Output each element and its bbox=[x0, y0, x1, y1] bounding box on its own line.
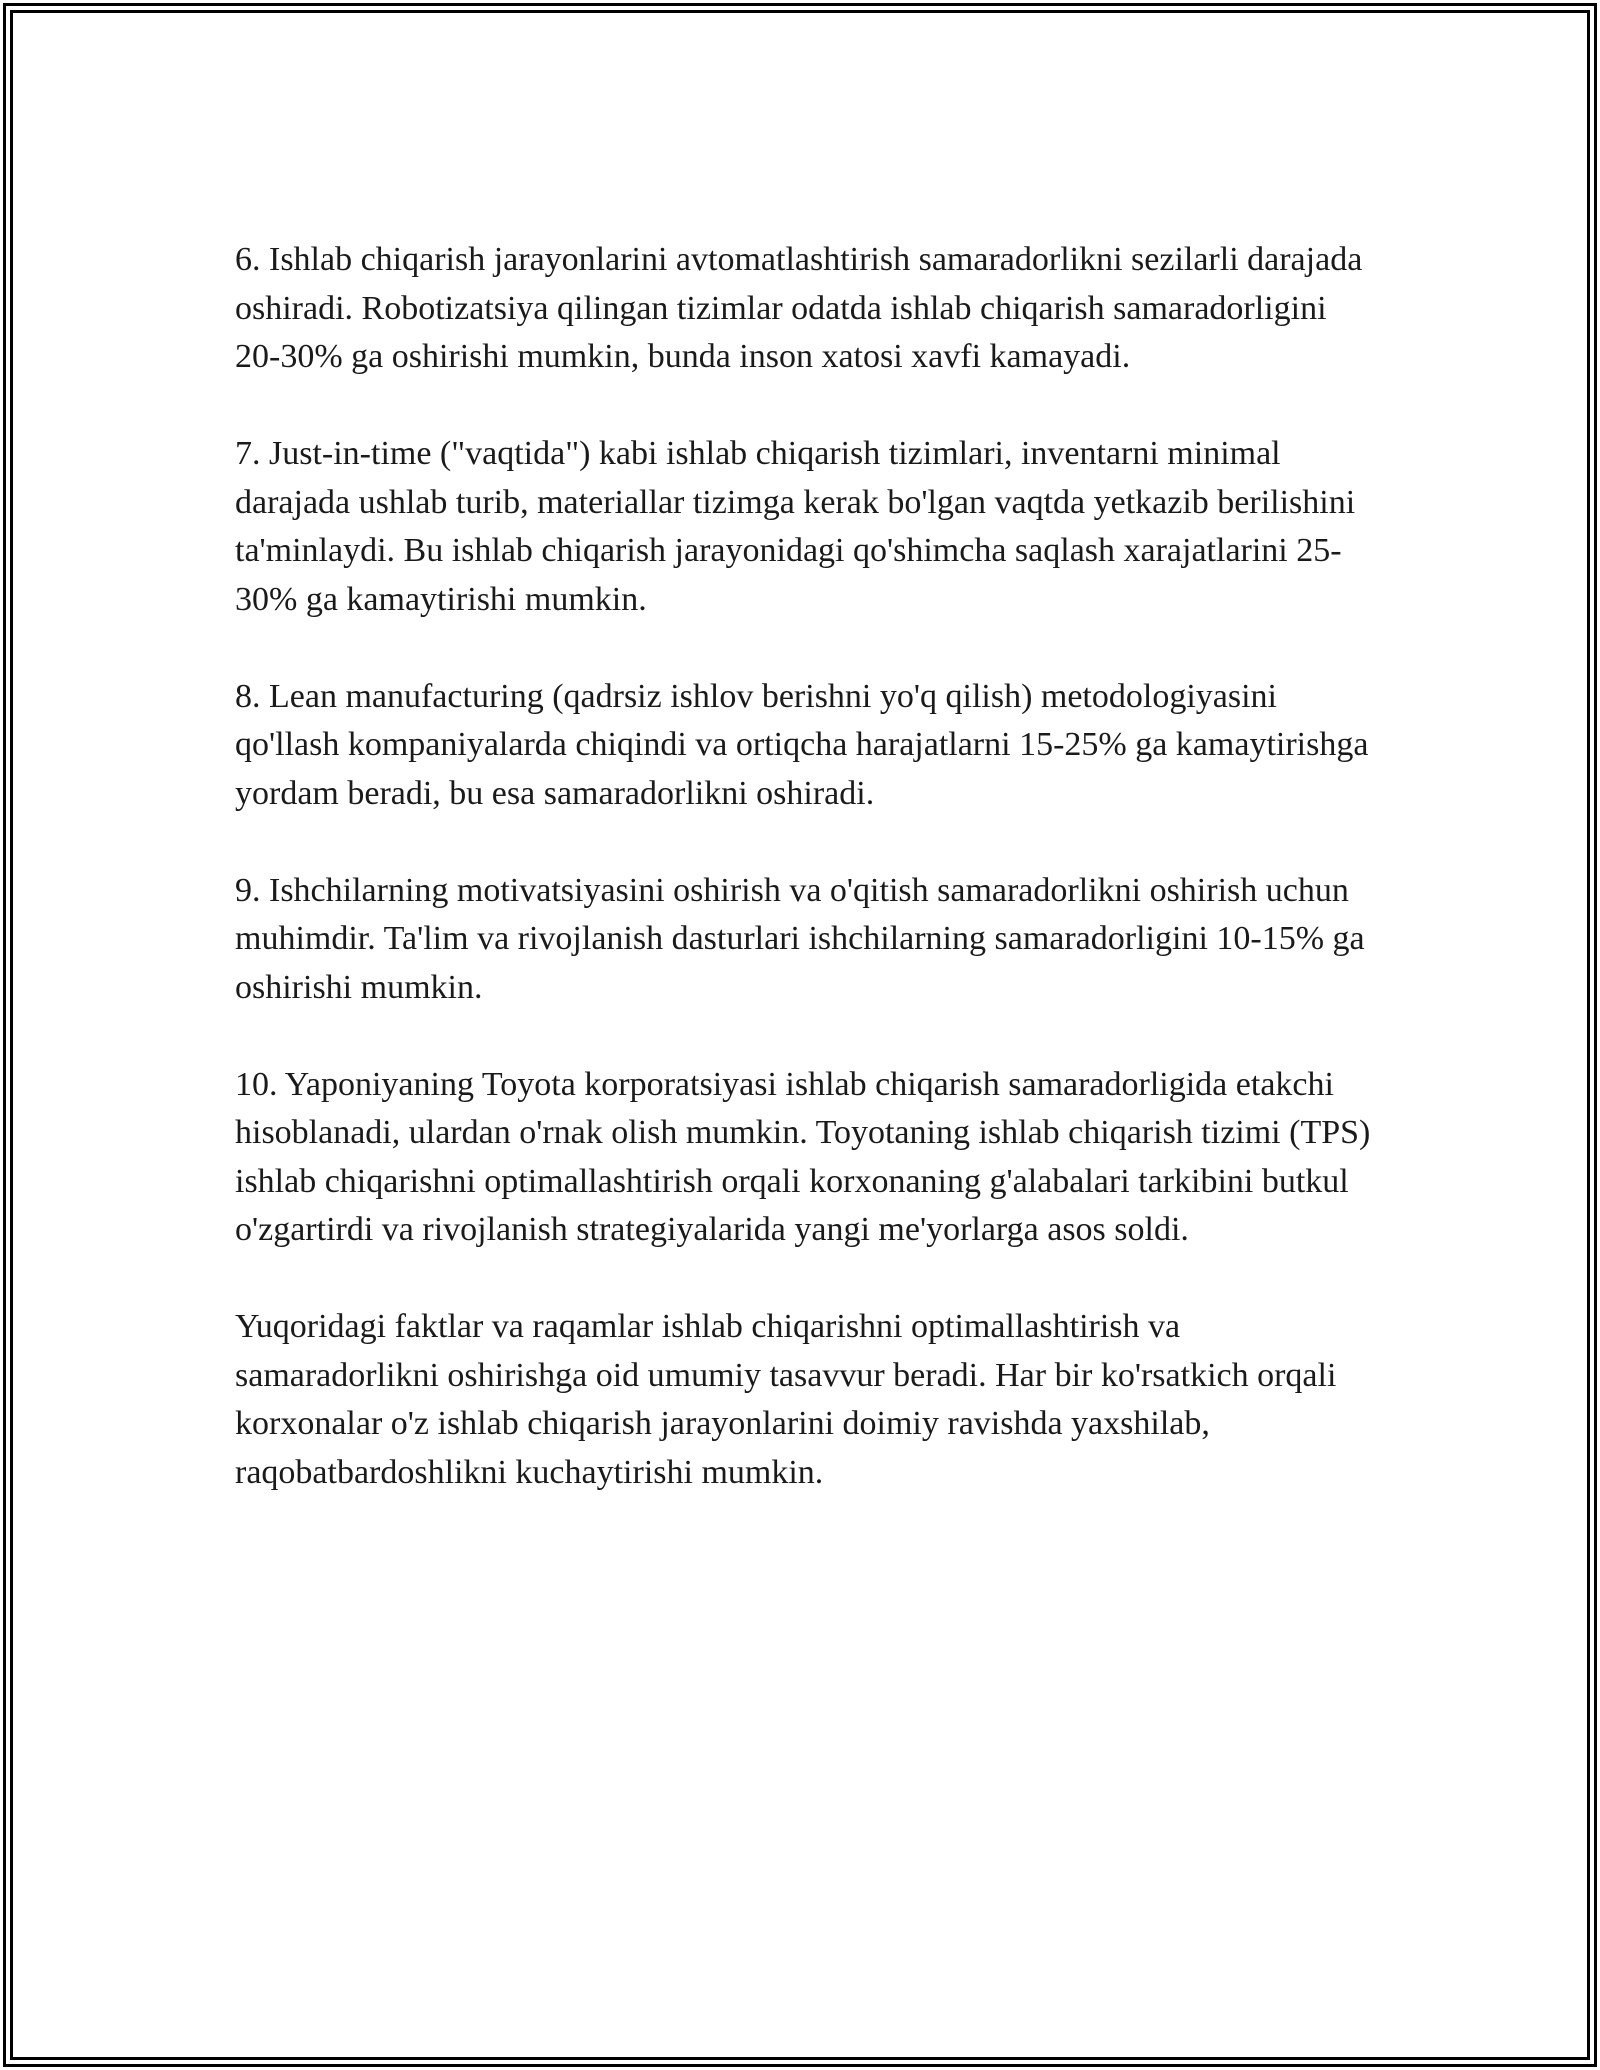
paragraph-item-10: 10. Yaponiyaning Toyota korporatsiyasi ishlab chiqarish samaradorligida etakchi hisoblanadi, ulardan o'rnak olish mumkin. Toyotaning ishlab chiqarish tizimi (TPS) ishlab chiqarishni optimallashtirish orqali korxonaning g'alabalari tarkibini butkul o'zgartirdi va rivojlanish strategiyalarida yangi me'yorlarga asos soldi. bbox=[235, 1065, 1371, 1248]
document-body bbox=[235, 236, 1375, 1546]
paragraph-item-8: 8. Lean manufacturing (qadrsiz ishlov berishni yo'q qilish) metodologiyasini qo'llash kompaniyalarda chiqindi va ortiqcha harajatlarni 15-25% ga kamaytirishga yordam beradi, bu esa samaradorlikni oshiradi. bbox=[235, 677, 1369, 812]
paragraph-item-9: 9. Ishchilarning motivatsiyasini oshirish va o'qitish samaradorlikni oshirish uchun muhimdir. Ta'lim va rivojlanish dasturlari ishchilarning samaradorligini 10-15% ga oshirishi mumkin. bbox=[235, 871, 1365, 1006]
paragraph-item-6: 6. Ishlab chiqarish jarayonlarini avtomatlashtirish samaradorlikni sezilarli darajada oshiradi. Robotizatsiya qilingan tizimlar odatda ishlab chiqarish samaradorligini 20-30% ga oshirishi mumkin, bunda inson xatosi xavfi kamayadi. bbox=[235, 241, 1363, 375]
paragraph-item-7: 7. Just-in-time ("vaqtida") kabi ishlab chiqarish tizimlari, inventarni minimal darajada ushlab turib, materiallar tizimga kerak bo'lgan vaqtda yetkazib berilishini ta'minlaydi. Bu ishlab chiqarish jarayonidagi qo'shimcha saqlash xarajatlarini 25-30% ga kamaytirishi mumkin. bbox=[235, 435, 1356, 618]
paragraph-conclusion: Yuqoridagi faktlar va raqamlar ishlab chiqarishni optimallashtirish va samaradorlikni oshirishga oid umumiy tasavvur beradi. Har bir ko'rsatkich orqali korxonalar o'z ishlab chiqarish jarayonlarini doimiy ravishda yaxshilab, raqobatbardoshlikni kuchaytirishi mumkin. bbox=[235, 1308, 1337, 1491]
